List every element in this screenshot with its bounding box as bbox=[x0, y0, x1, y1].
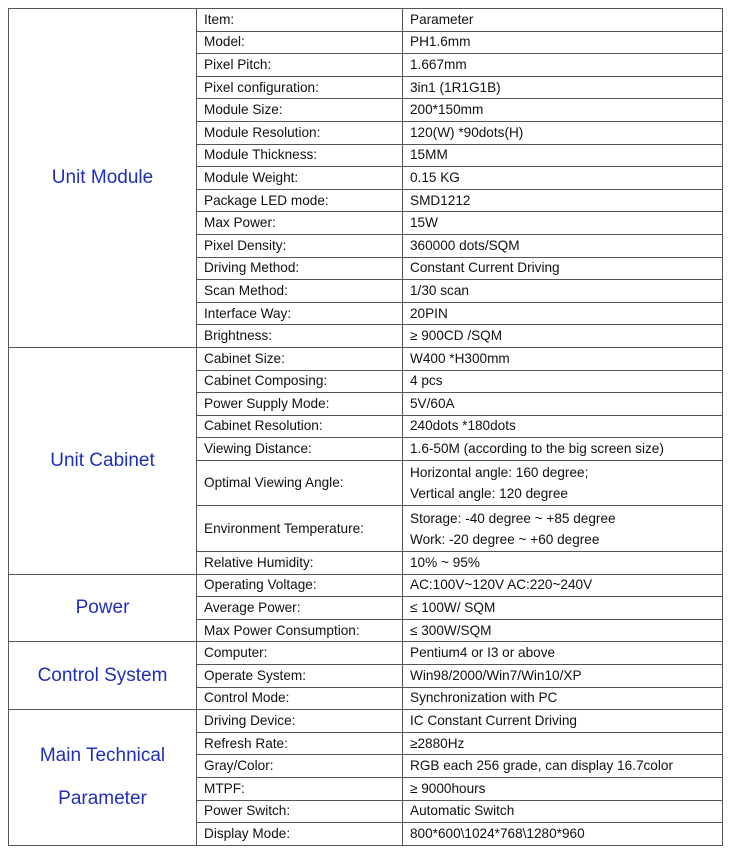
group-label bbox=[9, 347, 197, 574]
spec-item-value bbox=[403, 823, 723, 846]
spec-value-line: IC Constant Current Driving bbox=[410, 713, 577, 729]
spec-value-line: 10% ~ 95% bbox=[410, 554, 480, 570]
spec-value-line: Win98/2000/Win7/Win10/XP bbox=[410, 667, 582, 683]
spec-row bbox=[9, 710, 723, 733]
spec-item-value bbox=[403, 302, 723, 325]
spec-value-line: 800*600\1024*768\1280*960 bbox=[410, 825, 585, 841]
spec-item-value bbox=[403, 189, 723, 212]
spec-item-value bbox=[403, 460, 723, 506]
spec-item-label: Power Supply Mode: bbox=[197, 393, 403, 416]
spec-item-label: Control Mode: bbox=[197, 687, 403, 710]
spec-value-line: ≥ 900CD /SQM bbox=[410, 328, 503, 344]
spec-item-value bbox=[403, 234, 723, 257]
spec-value-line: Parameter bbox=[410, 11, 474, 27]
spec-item-value bbox=[403, 370, 723, 393]
spec-value-line: ≥ 9000hours bbox=[410, 780, 486, 796]
spec-value-line: Storage: -40 degree ~ +85 degree bbox=[410, 510, 616, 526]
spec-value-line: RGB each 256 grade, can display 16.7color bbox=[410, 758, 673, 774]
spec-item-value bbox=[403, 167, 723, 190]
spec-value-line: 200*150mm bbox=[410, 102, 484, 118]
spec-item-label: Optimal Viewing Angle: bbox=[197, 460, 403, 506]
spec-value-line: Work: -20 degree ~ +60 degree bbox=[410, 531, 600, 547]
spec-item-value bbox=[403, 506, 723, 552]
spec-value-line: 4 pcs bbox=[410, 373, 443, 389]
spec-value-line: 5V/60A bbox=[410, 395, 455, 411]
spec-value-line: SMD1212 bbox=[410, 192, 471, 208]
spec-item-value bbox=[403, 665, 723, 688]
spec-item-value bbox=[403, 76, 723, 99]
spec-item-value bbox=[403, 325, 723, 348]
group-label-line: Unit Module bbox=[51, 166, 154, 188]
spec-item-label: Computer: bbox=[197, 642, 403, 665]
spec-item-label: Package LED mode: bbox=[197, 189, 403, 212]
spec-value-line: W400 *H300mm bbox=[410, 350, 510, 366]
spec-value-line: 15W bbox=[410, 215, 438, 231]
spec-item-label: Model: bbox=[197, 31, 403, 54]
spec-item-label: Module Resolution: bbox=[197, 121, 403, 144]
spec-item-value bbox=[403, 257, 723, 280]
spec-item-value bbox=[403, 9, 723, 32]
spec-item-label: Scan Method: bbox=[197, 280, 403, 303]
spec-item-label: Operating Voltage: bbox=[197, 574, 403, 597]
spec-value-line: 120(W) *90dots(H) bbox=[410, 124, 524, 140]
spec-item-label: Pixel Pitch: bbox=[197, 54, 403, 77]
spec-item-label: Cabinet Resolution: bbox=[197, 415, 403, 438]
spec-item-label: Driving Method: bbox=[197, 257, 403, 280]
spec-item-label: Power Switch: bbox=[197, 800, 403, 823]
spec-value-line: ≤ 300W/SQM bbox=[410, 622, 492, 638]
spec-value-line: 360000 dots/SQM bbox=[410, 237, 520, 253]
spec-item-value bbox=[403, 687, 723, 710]
spec-item-label: Refresh Rate: bbox=[197, 732, 403, 755]
group-label-line: Unit Cabinet bbox=[50, 449, 155, 471]
spec-item-label: Module Thickness: bbox=[197, 144, 403, 167]
spec-item-label: Max Power Consumption: bbox=[197, 619, 403, 642]
spec-value-line: PH1.6mm bbox=[410, 34, 471, 50]
spec-value-line: Vertical angle: 120 degree bbox=[410, 486, 568, 502]
spec-item-value bbox=[403, 144, 723, 167]
spec-value-line: 3in1 (1R1G1B) bbox=[410, 79, 501, 95]
spec-value-line: Horizontal angle: 160 degree; bbox=[410, 465, 589, 481]
spec-item-label: Operate System: bbox=[197, 665, 403, 688]
spec-value-line: 20PIN bbox=[410, 305, 448, 321]
spec-item-value bbox=[403, 552, 723, 575]
spec-item-label: Gray/Color: bbox=[197, 755, 403, 778]
spec-row bbox=[9, 574, 723, 597]
spec-item-value bbox=[403, 800, 723, 823]
spec-item-label: Driving Device: bbox=[197, 710, 403, 733]
spec-item-label: Average Power: bbox=[197, 597, 403, 620]
spec-row bbox=[9, 347, 723, 370]
group-label bbox=[9, 710, 197, 846]
spec-value-line: Synchronization with PC bbox=[410, 690, 558, 706]
spec-value-line: 1/30 scan bbox=[410, 282, 469, 298]
spec-item-label: Relative Humidity: bbox=[197, 552, 403, 575]
spec-item-value bbox=[403, 31, 723, 54]
spec-item-value bbox=[403, 347, 723, 370]
spec-item-value bbox=[403, 438, 723, 461]
spec-value-line: Constant Current Driving bbox=[410, 260, 560, 276]
spec-item-label: Cabinet Composing: bbox=[197, 370, 403, 393]
spec-item-label: Module Size: bbox=[197, 99, 403, 122]
group-label-line: Parameter bbox=[58, 788, 147, 809]
spec-item-label: Brightness: bbox=[197, 325, 403, 348]
spec-row bbox=[9, 642, 723, 665]
spec-value-line: 1.6-50M (according to the big screen size) bbox=[410, 441, 664, 457]
spec-item-value bbox=[403, 280, 723, 303]
group-label bbox=[9, 642, 197, 710]
spec-item-label: Environment Temperature: bbox=[197, 506, 403, 552]
group-label-line: Main Technical bbox=[39, 745, 166, 766]
spec-item-label: Display Mode: bbox=[197, 823, 403, 846]
spec-item-value bbox=[403, 642, 723, 665]
group-label bbox=[9, 574, 197, 642]
spec-value-line: 240dots *180dots bbox=[410, 418, 516, 434]
spec-item-value bbox=[403, 99, 723, 122]
group-label bbox=[9, 9, 197, 348]
spec-item-value bbox=[403, 212, 723, 235]
spec-value-line: 15MM bbox=[410, 147, 448, 163]
spec-table-body bbox=[9, 9, 723, 846]
spec-value-line: Pentium4 or I3 or above bbox=[410, 645, 556, 661]
spec-item-value bbox=[403, 710, 723, 733]
spec-item-value bbox=[403, 393, 723, 416]
group-label-line: Control System bbox=[37, 664, 168, 686]
spec-item-label: Item: bbox=[197, 9, 403, 32]
spec-value-line: 0.15 KG bbox=[410, 169, 460, 185]
spec-value-line: Automatic Switch bbox=[410, 803, 515, 819]
spec-item-label: Max Power: bbox=[197, 212, 403, 235]
spec-item-value bbox=[403, 415, 723, 438]
spec-item-value bbox=[403, 778, 723, 801]
spec-item-value bbox=[403, 597, 723, 620]
spec-item-label: Pixel configuration: bbox=[197, 76, 403, 99]
spec-item-value bbox=[403, 121, 723, 144]
spec-item-label: Viewing Distance: bbox=[197, 438, 403, 461]
spec-value-line: ≤ 100W/ SQM bbox=[410, 600, 496, 616]
group-label-line: Power bbox=[75, 597, 130, 619]
spec-item-label: Cabinet Size: bbox=[197, 347, 403, 370]
spec-value-line: 1.667mm bbox=[410, 56, 467, 72]
spec-item-value bbox=[403, 619, 723, 642]
spec-row bbox=[9, 9, 723, 32]
spec-value-line: AC:100V~120V AC:220~240V bbox=[410, 577, 593, 593]
spec-item-label: Pixel Density: bbox=[197, 234, 403, 257]
spec-item-label: MTPF: bbox=[197, 778, 403, 801]
spec-item-label: Module Weight: bbox=[197, 167, 403, 190]
spec-item-value bbox=[403, 755, 723, 778]
spec-item-label: Interface Way: bbox=[197, 302, 403, 325]
spec-item-value bbox=[403, 732, 723, 755]
spec-item-value bbox=[403, 574, 723, 597]
spec-value-line: ≥2880Hz bbox=[410, 735, 465, 751]
spec-table bbox=[8, 8, 723, 846]
spec-item-value bbox=[403, 54, 723, 77]
